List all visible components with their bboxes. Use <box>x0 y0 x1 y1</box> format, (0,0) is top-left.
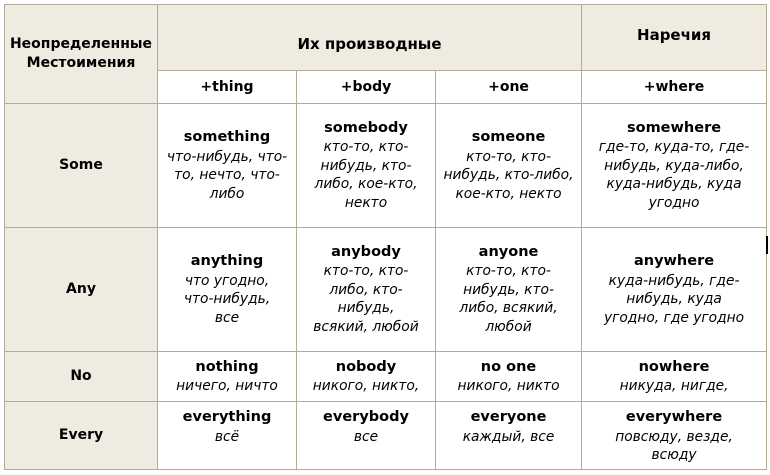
translation: все <box>353 428 379 445</box>
table-cell <box>297 402 436 470</box>
translation: никуда, нигде, <box>619 378 729 394</box>
column-header-where: +where <box>582 71 767 104</box>
table-cell <box>158 104 297 228</box>
row-label-some: Some <box>5 104 158 228</box>
word: everything <box>182 409 272 425</box>
row-label-every: Every <box>5 402 158 470</box>
row-label-any: Any <box>5 228 158 352</box>
table-cell <box>582 402 767 470</box>
translation: кто-то, кто-нибудь, кто-либо, всякий, любой <box>459 263 558 335</box>
word: nothing <box>195 358 259 375</box>
table-cell <box>297 228 436 352</box>
word: someone <box>471 129 546 145</box>
table-cell <box>436 352 582 402</box>
word: anywhere <box>633 253 715 269</box>
translation: где-то, куда-то, где-нибудь, куда-либо, куда-нибудь, куда угодно <box>598 139 750 211</box>
table-cell <box>582 228 767 352</box>
column-header-body: +body <box>297 71 436 104</box>
translation: никого, никто, <box>312 378 420 394</box>
table-cell <box>436 104 582 228</box>
word: nobody <box>335 358 397 375</box>
column-header-thing: +thing <box>158 71 297 104</box>
row-label-no: No <box>5 352 158 402</box>
word: somebody <box>324 119 408 136</box>
translation: ничего, ничто <box>176 378 278 394</box>
word: something <box>183 129 271 145</box>
table-cell <box>297 104 436 228</box>
translation: что-нибудь, что-то, нечто, что-либо <box>166 148 288 202</box>
translation: повсюду, везде, всюду <box>615 428 733 463</box>
translation: каждый, все <box>462 428 555 445</box>
pronouns-table <box>4 4 767 470</box>
table-cell <box>158 228 297 352</box>
word: anyone <box>478 243 539 260</box>
word: anybody <box>331 243 401 260</box>
header-derivatives: Их производные <box>158 5 582 71</box>
table-cell <box>158 352 297 402</box>
word: everyone <box>470 409 547 425</box>
translation: кто-то, кто-нибудь, кто-либо, кое-кто, некто <box>314 139 418 211</box>
translation: всё <box>214 428 240 445</box>
table-cell <box>297 352 436 402</box>
column-header-one: +one <box>436 71 582 104</box>
header-pronouns: Неопределенные Местоимения <box>5 5 158 104</box>
word: no one <box>480 358 537 375</box>
header-adverbs: Наречия <box>582 5 767 71</box>
translation: кто-то, кто-либо, кто-нибудь, всякий, любой <box>313 263 419 335</box>
table-cell <box>582 104 767 228</box>
word: somewhere <box>626 119 722 136</box>
word: nowhere <box>638 358 710 375</box>
word: everywhere <box>625 409 723 425</box>
word: everybody <box>323 409 409 425</box>
text-cursor <box>766 236 768 254</box>
table-cell <box>582 352 767 402</box>
table-cell <box>158 402 297 470</box>
table-cell <box>436 402 582 470</box>
translation: кто-то, кто-нибудь, кто-либо, кое-кто, некто <box>443 148 574 202</box>
translation: куда-нибудь, где-нибудь, куда угодно, где угодно <box>603 272 745 326</box>
word: anything <box>190 253 264 269</box>
translation: что угодно, что-нибудь, все <box>183 272 271 326</box>
translation: никого, никто <box>457 378 560 394</box>
table-cell <box>436 228 582 352</box>
